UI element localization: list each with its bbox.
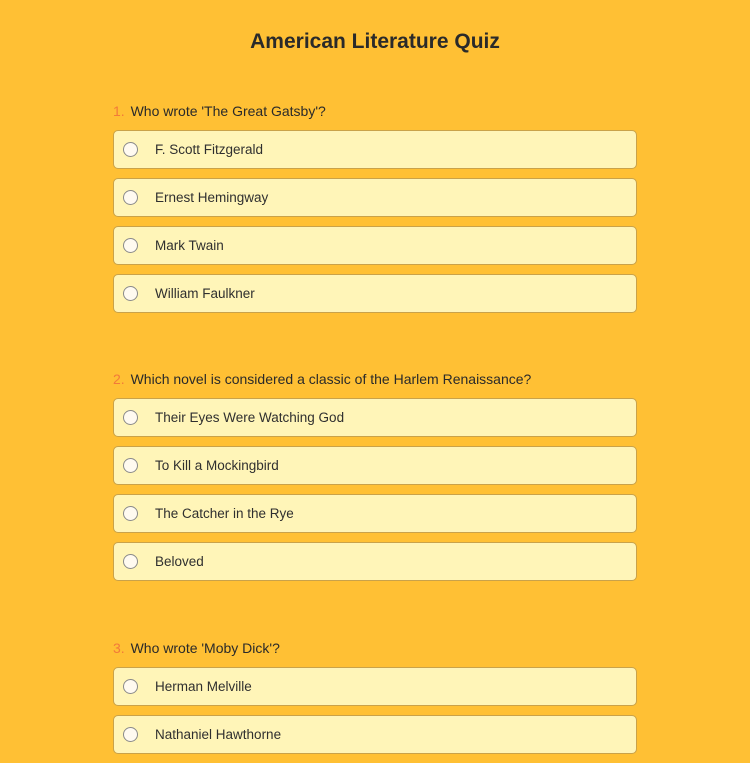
question-2 — [113, 370, 637, 590]
question-2-option-2[interactable] — [113, 446, 637, 485]
question-1 — [113, 102, 637, 322]
question-1-label: Who wrote 'The Great Gatsby'? — [130, 103, 326, 119]
question-1-text — [113, 102, 637, 120]
radio-button-icon[interactable] — [123, 458, 138, 473]
option-label: Nathaniel Hawthorne — [155, 727, 282, 742]
option-label: Herman Melville — [155, 679, 252, 694]
question-3-text — [113, 639, 637, 657]
question-1-option-2[interactable] — [113, 178, 637, 217]
radio-button-icon[interactable] — [123, 679, 138, 694]
question-1-option-1[interactable] — [113, 130, 637, 169]
radio-button-icon[interactable] — [123, 238, 138, 253]
option-label: Beloved — [155, 554, 204, 569]
option-label: The Catcher in the Rye — [155, 506, 294, 521]
quiz-title: American Literature Quiz — [250, 30, 500, 53]
radio-button-icon[interactable] — [123, 727, 138, 742]
question-1-option-3[interactable] — [113, 226, 637, 265]
radio-button-icon[interactable] — [123, 410, 138, 425]
question-1-number: 1. — [113, 103, 125, 119]
question-3 — [113, 639, 637, 763]
question-3-option-2[interactable] — [113, 715, 637, 754]
radio-button-icon[interactable] — [123, 190, 138, 205]
question-3-label: Who wrote 'Moby Dick'? — [130, 640, 280, 656]
radio-button-icon[interactable] — [123, 286, 138, 301]
option-label: Ernest Hemingway — [155, 190, 269, 205]
question-2-text — [113, 370, 637, 388]
question-1-option-4[interactable] — [113, 274, 637, 313]
option-label: F. Scott Fitzgerald — [155, 142, 264, 157]
question-2-number: 2. — [113, 371, 125, 387]
radio-button-icon[interactable] — [123, 554, 138, 569]
option-label: Their Eyes Were Watching God — [155, 410, 345, 425]
question-2-option-4[interactable] — [113, 542, 637, 581]
question-2-label: Which novel is considered a classic of the Harlem Renaissance? — [130, 371, 532, 387]
question-3-option-1[interactable] — [113, 667, 637, 706]
question-2-option-1[interactable] — [113, 398, 637, 437]
option-label: William Faulkner — [155, 286, 255, 301]
question-3-number: 3. — [113, 640, 125, 656]
radio-button-icon[interactable] — [123, 142, 138, 157]
option-label: To Kill a Mockingbird — [155, 458, 279, 473]
question-2-option-3[interactable] — [113, 494, 637, 533]
option-label: Mark Twain — [155, 238, 224, 253]
radio-button-icon[interactable] — [123, 506, 138, 521]
